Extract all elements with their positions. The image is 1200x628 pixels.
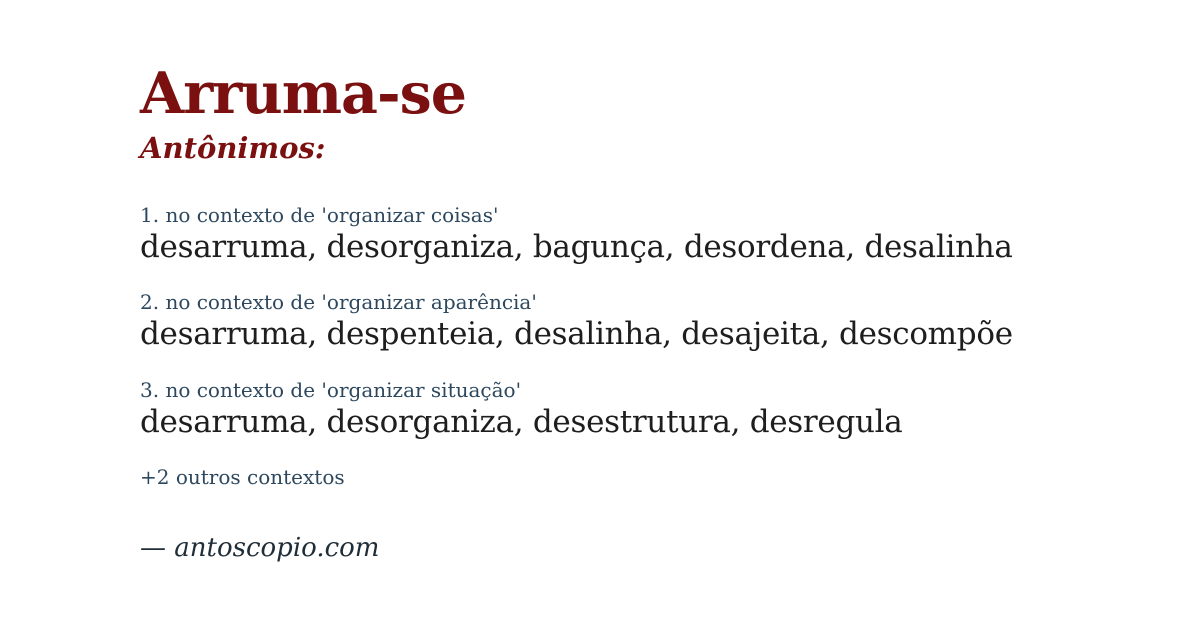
context-item-3 — [140, 378, 1140, 441]
context-item-2 — [140, 290, 1140, 353]
context-antonyms: desarruma, despenteia, desalinha, desajeita, descompõe — [140, 316, 1013, 353]
context-antonyms: desarruma, desorganiza, bagunça, desordena, desalinha — [140, 229, 1013, 266]
more-contexts-note: +2 outros contextos — [140, 464, 345, 489]
contexts-list — [140, 203, 1140, 441]
context-label: 2. no contexto de 'organizar aparência' — [140, 290, 537, 315]
page-title: Arruma-se — [140, 60, 466, 127]
context-label: 1. no contexto de 'organizar coisas' — [140, 203, 499, 228]
attribution: — antoscopio.com — [140, 532, 380, 563]
context-label: 3. no contexto de 'organizar situação' — [140, 377, 522, 402]
context-antonyms: desarruma, desorganiza, desestrutura, desregula — [140, 403, 903, 440]
antonyms-heading: Antônimos: — [140, 131, 326, 166]
context-item-1 — [140, 203, 1140, 266]
